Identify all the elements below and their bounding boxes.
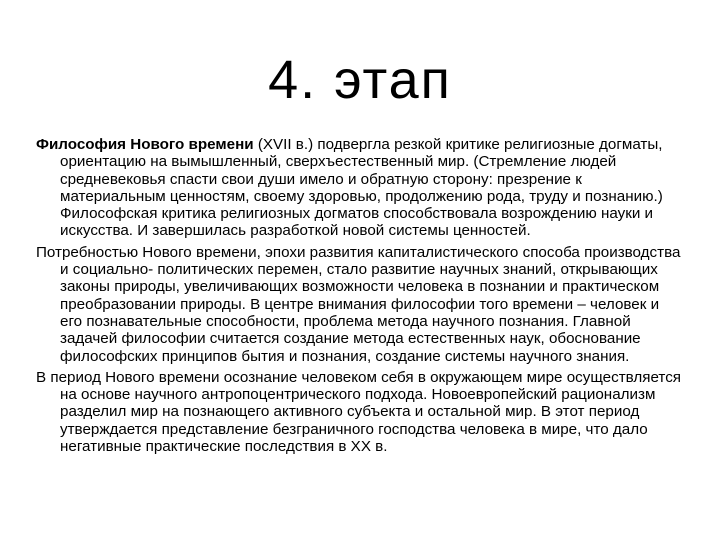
slide-title: 4. этап bbox=[268, 50, 452, 110]
paragraph-1 bbox=[36, 136, 684, 240]
slide-body bbox=[36, 136, 684, 455]
paragraph-3: В период Нового времени осознание человеком себя в окружающем мире осуществляется на основе научного антропоцентрического подхода. Новоевропейский рационализм разделил мир на познающего активного субъекта и остальной мир. В этот период утверждается представление безграничного господства человека в мире, что дало негативные практические последствия в ХХ в. bbox=[36, 368, 682, 456]
paragraph-1-text: (XVII в.) подвергла резкой критике религиозные догматы, ориентацию на вымышленный, сверхъестественный мир. (Стремление людей средневековья спасти свои души имело и обратную сторону: презрение к материальным ценностям, своему здоровью, продолжению рода, труду и познанию.) Философская критика религиозных догматов способствовала возрождению науки и искусства. И завершилась разработкой новой системы ценностей. bbox=[60, 136, 663, 240]
paragraph-1-bold-lead: Философия Нового времени bbox=[36, 136, 254, 153]
paragraph-2: Потребностью Нового времени, эпохи развития капиталистического способа производства и социально- политических перемен, стало развитие научных знаний, открывающих законы природы, увеличивающих возможности человека в познании и практическом преобразовании природы. В центре внимания философии того времени – человек и его познавательные способности, проблема метода научного познания. Главной задачей философии считается создание метода естественных наук, обоснование философских принципов бытия и познания, создание системы научного знания. bbox=[36, 243, 681, 365]
